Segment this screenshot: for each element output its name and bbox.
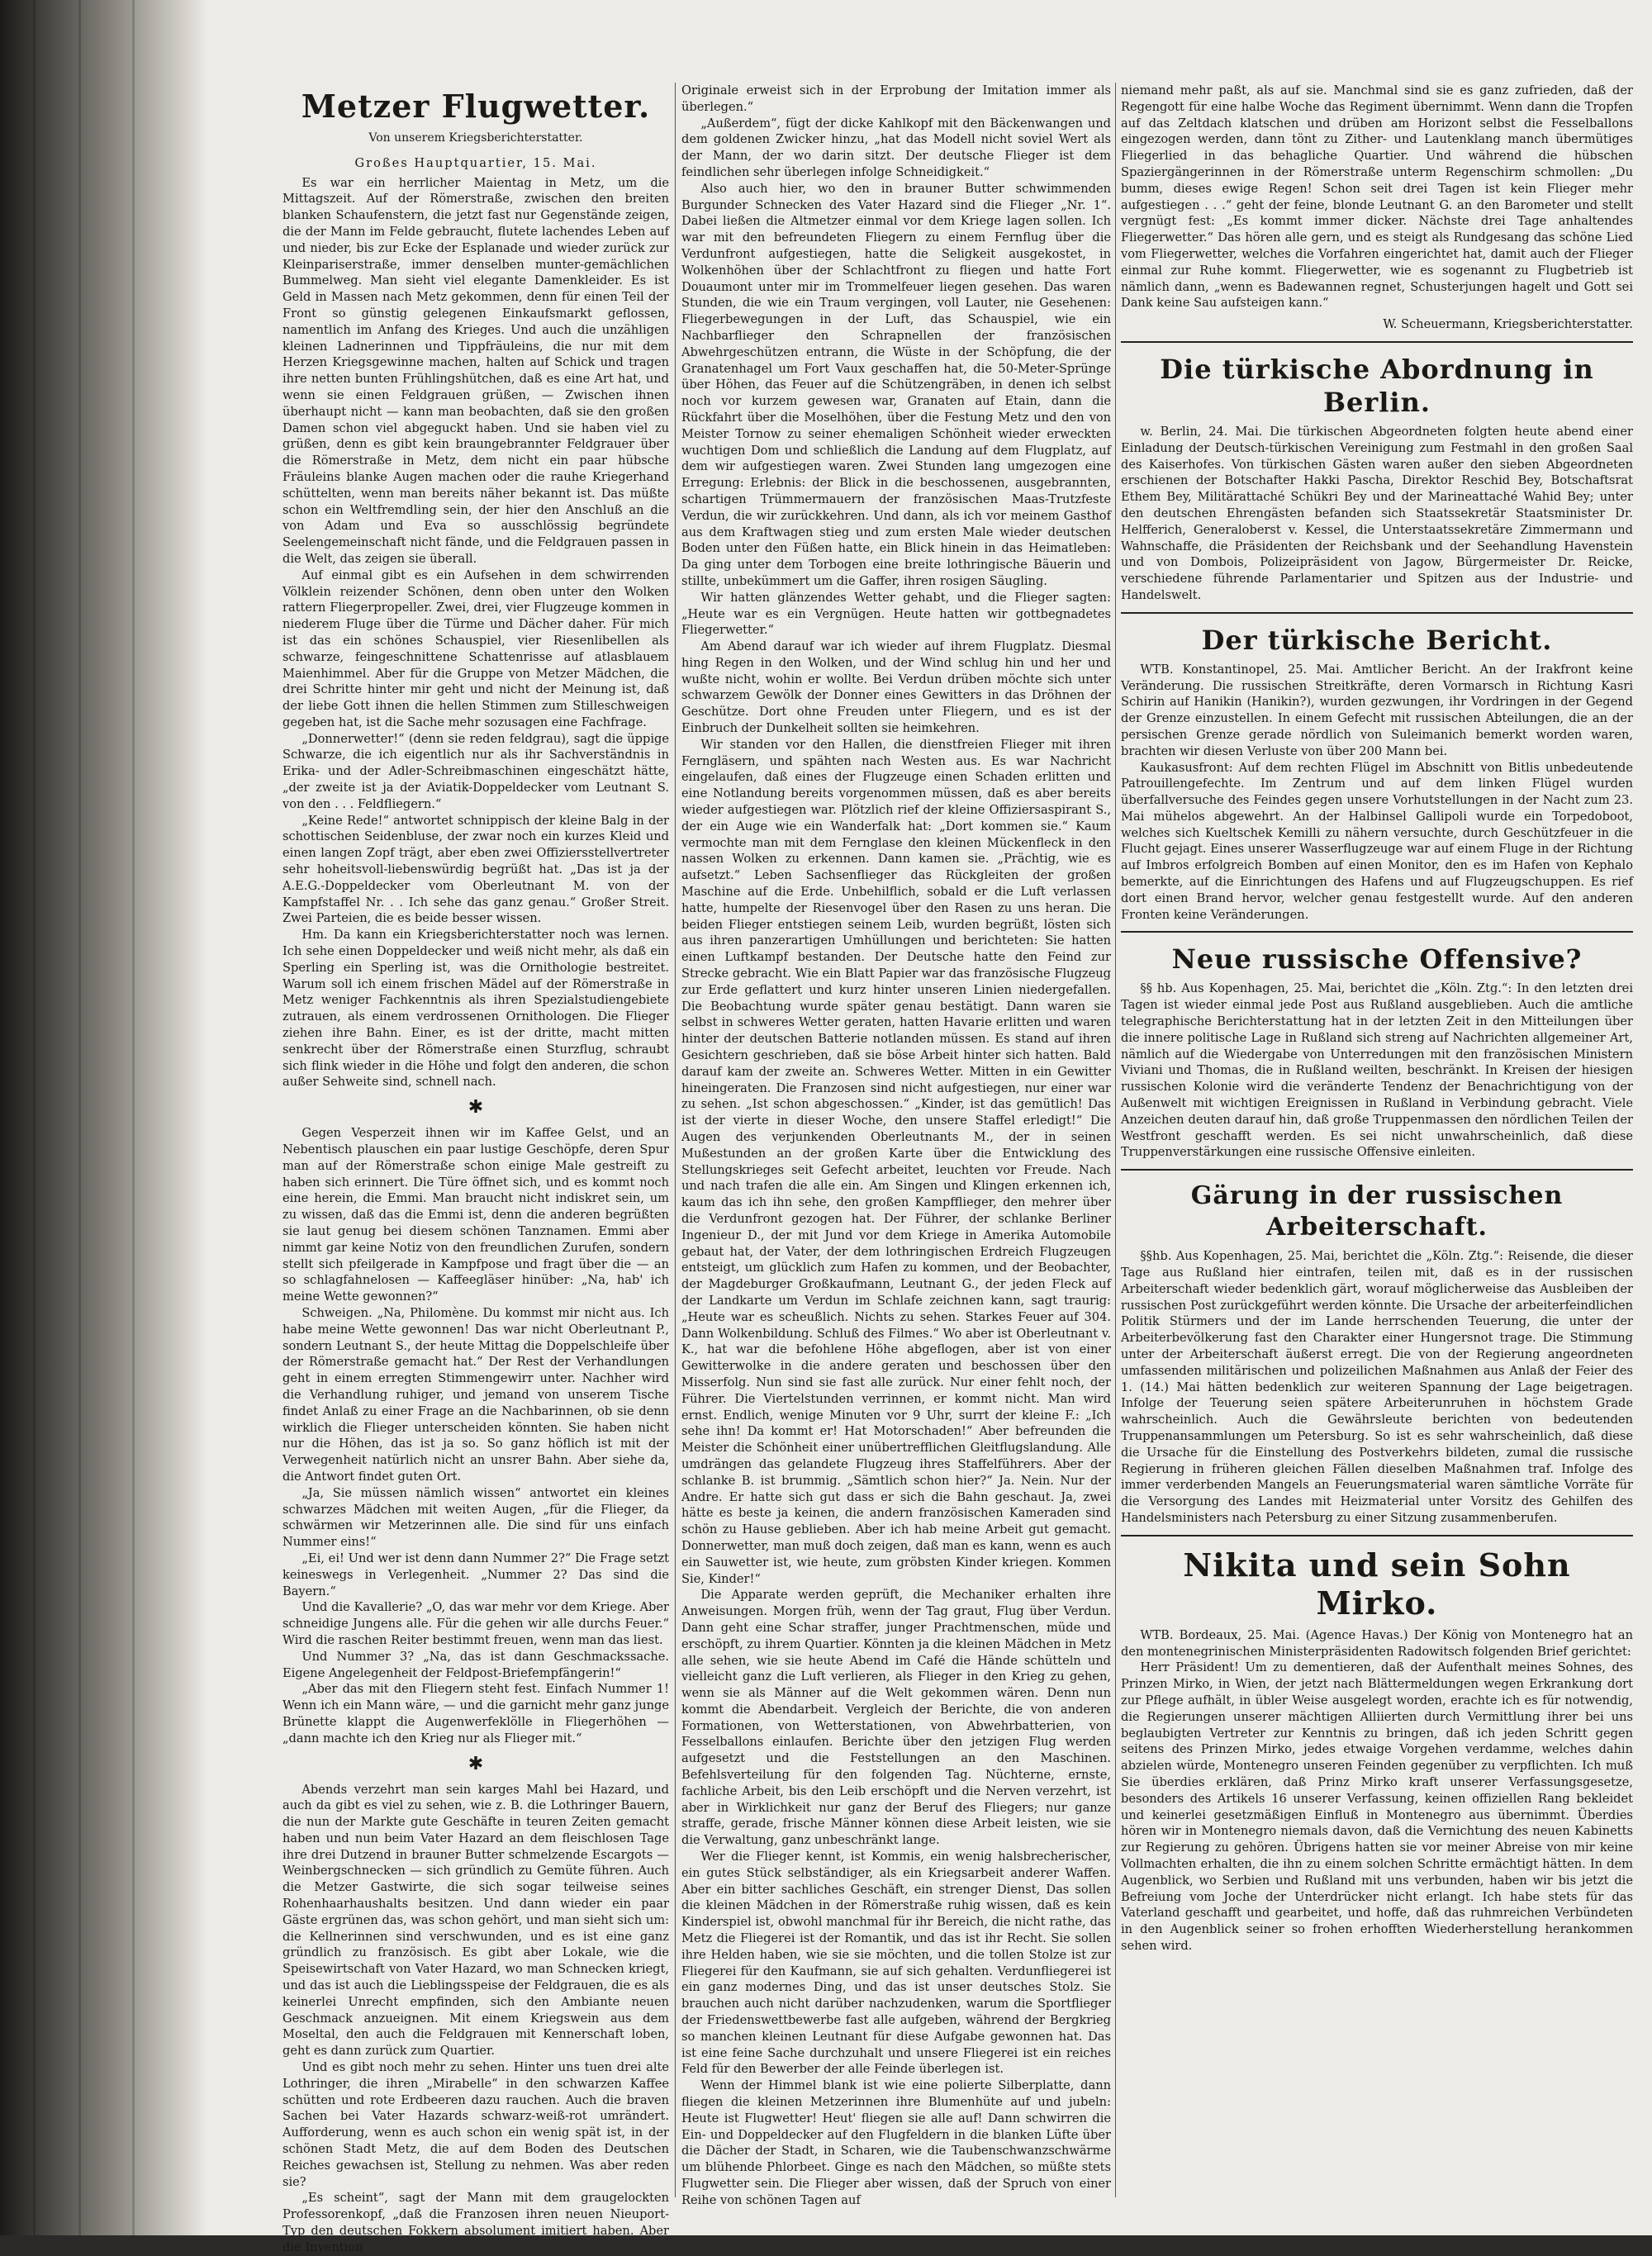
paragraph: „Es scheint“, sagt der Mann mit dem graugelockten Professorenkopf, „daß die Franzosen ihren neuen Nieuport-Typ den deutschen Fokkern absolument imitiert haben. Aber die Invention [282, 2191, 669, 2254]
paragraph: niemand mehr paßt, als auf sie. Manchmal sind sie es ganz zufrieden, daß der Regengott für eine halbe Woche das Regiment übernimmt. Wenn dann die Tropfen auf das Zeltdach klatschen und drüben am Horizont selbst die Fesselballons eingezogen werden, dann tönt zu Zither- und Lautenklang manch übermütiges Fliegerlied in das behagliche Quartier. Und während die hübschen Spaziergängerinnen in der Römerstraße unterm Regenschirm schmollen: „Du bumm, dieses ewige Regen! Schon seit drei Tagen ist kein Flieger mehr aufgestiegen . . .“ geht der feine, blonde Leutnant G. an den Barometer und stellt vergnügt fest: „Es kommt immer dicker. Nächste drei Tage anhaltendes Fliegerwetter.“ Das hören alle gern, und es steigt als Rundgesang das schöne Lied vom Fliegerwetter, welches die Vorfahren eingerichtet hat, damit auch der Flieger einmal zur Ruhe kommt. Fliegerwetter, wie es sogenannt zu Flugbetrieb ist nämlich dann, „wenn es Badewannen regnet, Schusterjungen hagelt und Gott sei Dank keine Sau aufsteigen kann.“ [1121, 83, 1633, 311]
paragraph: Wir hatten glänzendes Wetter gehabt, und die Flieger sagten: „Heute war es ein Vergnügen. Heute hatten wir gottbegnadetes Fliegerwetter.“ [681, 590, 1111, 638]
paragraph: „Keine Rede!“ antwortet schnippisch der kleine Balg in der schottischen Seidenbluse, der zwar noch ein kurzes Kleid und einen langen Zopf trägt, aber eben zwei Offiziersstellvertreter sehr hoheitsvoll-liebenswürdig begrüßt hat. „Das ist ja der A.E.G.-Doppeldecker vom Oberleutnant M. von der Kampfstaffel Nr. . . Ich sehe das ganz genau.“ Großer Streit. Zwei Parteien, die es beide besser wissen. [282, 813, 669, 926]
article-title: Neue russische Offensive? [1171, 943, 1583, 976]
paragraph: Wir standen vor den Hallen, die dienstfreien Flieger mit ihren Ferngläsern, und spähten nach Westen aus. Es war Nachricht eingelaufen, daß eines der Flugzeuge einen Schaden erlitten und eine Notlandung bereits vorgenommen müssen, daß es aber bereits wieder aufgestiegen war. Plötzlich rief der kleine Offiziersaspirant S., der ein Auge wie ein Wanderfalk hat: „Dort kommen sie.“ Kaum vermochte man mit dem Fernglase den kleinen Mückenfleck in den nassen Wolken zu erkennen. Dann kamen sie. „Prächtig, wie es aufsetzt.“ Leben Sachsenflieger das Rückgleiten der großen Maschine auf die Erde. Unbehilflich, sobald er die Luft verlassen hatte, humpelte der Riesenvogel über den Rasen zu uns heran. Die beiden Flieger entstiegen seinem Leib, wurden begrüßt, lösten sich aus ihren panzerartigen Umhüllungen und berichteten: Sie hatten einen Luftkampf bestanden. Der Deutsche hatte den Feind zur Strecke gebracht. Wie ein Blatt Papier war das französische Flugzeug zur Erde geflattert und kurz hinter unseren Linien niedergefallen. Die Beobachtung wurde später genau bestätigt. Dann waren sie selbst in schweres Wetter geraten, hatten Havarie erlitten und waren hinter der deutschen Batterie notlanden müssen. Es stand auf ihren Gesichtern geschrieben, daß sie böse Arbeit hinter sich hatten. Bald darauf kam der zweite an. Schweres Wetter. Mitten in ein Gewitter hineingeraten. Die Franzosen sind nicht aufgestiegen, nur einer war zu sehen. „Ist schon abgeschossen.“ „Kinder, ist das gemütlich! Das ist der vierte in dieser Woche, den unsere Staffel erledigt!“ Die Augen des verjunkenden Oberleutnants M., der in seinen Mußestunden an der großen Karte über die Entwicklung des Stellungskrieges seit Gefecht arbeitet, leuchten vor Freude. Nach und nach trafen die alle ein. Am Singen und Klingen erkennen ich, kaum das ich ihn sehe, den großen Kampfflieger, den mehrer über die Verdunfront gezogen hat. Der Führer, der schlanke Berliner Ingenieur D., der mit Jund vor dem Kriege in Amerika Automobile gebaut hat, der Vater, der dem lothringischen Erdreich Flugzeugen entsteigt, um glücklich zum Hafen zu kommen, und der Beobachter, der Magdeburger Großkaufmann, Leutnant G., der jeden Fleck auf der Landkarte um Verdun im Schlafe zeichnen kann, sagt traurig: „Heute war es scheußlich. Nichts zu sehen. Starkes Feuer auf 304. Dann Wolkenbildung. Schluß des Filmes.“ Wo aber ist Oberleutnant v. K., hat war die befohlene Höhe abgeflogen, aber ist von einer Gewitterwolke in die andere geraten und beschossen über den Misserfolg. Nun sind sie fast alle zurück. Nur einer fehlt noch, der Führer. Die Viertelstunden verrinnen, er kommt nicht. Man wird ernst. Endlich, wenige Minuten vor 9 Uhr, surrt der kleine F.: „Ich sehe ihn! Da kommt er! Hat Motorschaden!“ Aber befreunden die Meister die Schönheit einer unübertrefflichen Gleitflugslandung. Alle umdrängen das gelandete Flugzeug ihres Staffelführers. Aber der schlanke B. ist brummig. „Sämtlich schon hier?“ Ja. Nein. Nur der Andre. Er hatte sich gut dass er sich die Bahn geschaut. Ja, zwei hätte es beste ja keinen, die andern französischen Kameraden sind schön zu Hause geblieben. Aber ich hab meine Arbeit gut gemacht. Donnerwetter, man muß doch zeigen, daß man es kann, wenn es auch ein Sauwetter ist, wie heute, zum gröbsten Kinder kriegen. Kommen Sie, Kinder!“ [681, 737, 1111, 1586]
paragraph: Und die Kavallerie? „O, das war mehr vor dem Kriege. Aber schneidige Jungens alle. Für die gehen wir alle durchs Feuer.“ Wird die raschen Reiter bestimmt freuen, wenn man das liest. [282, 1600, 669, 1647]
paragraph: WTB. Bordeaux, 25. Mai. (Agence Havas.) Der König von Montenegro hat an den montenegrinischen Ministerpräsidenten Radowitsch folgenden Brief gerichtet: [1121, 1627, 1633, 1659]
article-divider [1121, 1169, 1633, 1171]
newspaper-page [216, 50, 1637, 2254]
paragraph: Und es gibt noch mehr zu sehen. Hinter uns tuen drei alte Lothringer, die ihren „Mirabelle“ in den schwarzen Kaffee schütten und rote Erdbeeren dazu rauchen. Auch die braven Sachen bei Vater Hazards schwarz-weiß-rot umrändert. Aufforderung, wenn es auch schon ein wenig spät ist, in der schönen Stadt Metz, die auf dem Boden des Deutschen Reiches gewachsen ist, Stellung zu nehmen. Was aber reden sie? [282, 2060, 669, 2189]
paragraph: „Donnerwetter!“ (denn sie reden feldgrau), sagt die üppige Schwarze, die ich eigentlich nur als ihr Sachverständnis in Erika- und der Adler-Schreibmaschinen eingeschätzt hätte, „der zweite ist ja der Aviatik-Doppeldecker vom Leutnant S. von den . . . Feldfliegern.“ [282, 731, 669, 811]
paragraph: Kaukasusfront: Auf dem rechten Flügel im Abschnitt von Bitlis unbedeutende Patrouillengefechte. Im Zentrum und auf dem linken Flügel wurden überfallversuche des Feindes gegen unsere Vorhutstellungen in der Nacht zum 23. Mai mühelos abgewehrt. An der Halbinsel Gallipoli wurde ein Torpedoboot, welches sich Kueltschek Kemilli zu nähern versuchte, durch Geschützfeuer in die Flucht gejagt. Eines unserer Wasserflugzeuge war auf einem Fluge in der Richtung auf Imbros erfolgreich Bomben auf einen Monitor, den es im Hafen von Kephalo bemerkte, auf die Einrichtungen des Hafens und auf Flugzeugschuppen. Es rief dort einen Brand hervor, welcher genau festgestellt wurde. Auf den anderen Fronten keine Veränderungen. [1121, 760, 1633, 922]
paragraph: Wer die Flieger kennt, ist Kommis, ein wenig halsbrecherischer, ein gutes Stück selbständiger, als ein Kriegsarbeit anderer Waffen. Aber ein bitter sachliches Geschäft, ein strenger Dienst, Das sollen die kleinen Mädchen in der Römerstraße ruhig wissen, daß es kein Kinderspiel ist, obwohl manchmal für ihr Bereich, die nicht rathe, das Metz die Fliegerei ist der Romantik, und das ist ihr Recht. Sie sollen ihre Helden haben, wie sie sie möchten, und die tollen Stolze ist zur Fliegerei für den Kaufmann, sie auf sich gehalten. Verdunfliegerei ist ein ganz modernes Ding, und das ist unser deutsches Stolz. Sie brauchen auch nicht darüber nachzudenken, warum die Sportflieger der Friedenswettbewerbe fast alle aufgeben, während der Bergkrieg so manchen kleinen Leutnant für diese Aufgabe gewonnen hat. Das ist eine feine Sache durchzuhalt und unsere Fliegerei ist ein reiches Feld für den Bewerber der alle Feinde überlegen ist. [681, 1850, 1111, 2077]
book-binding [0, 0, 206, 2235]
paragraph: w. Berlin, 24. Mai. Die türkischen Abgeordneten folgten heute abend einer Einladung der Deutsch-türkischen Vereinigung zum Festmahl in den großen Saal des Kaiserhofes. Von türkischen Gästen waren außer den sieben Abgeordneten erschienen der Botschafter Hakki Pascha, Direktor Reschid Bey, Botschaftsrat Ethem Bey, Militärattaché Schükri Bey und der Marineattaché Wahid Bey; unter den deutschen Ehrengästen befanden sich Staatssekretär Staatsminister Dr. Helfferich, Generaloberst v. Kessel, die Unterstaatssekretäre Zimmermann und Wahnschaffe, die Präsidenten der Reichsbank und der Seehandlung Havenstein und von Dombois, Polizeipräsident von Jagow, Bürgermeister Dr. Reicke, verschiedene führende Parlamentarier und Spitzen aus der Industrie- und Handelswelt. [1121, 424, 1633, 602]
article-divider [1121, 931, 1633, 933]
article-title: Nikita und sein Sohn Mirko. [1183, 1546, 1571, 1622]
paragraph: Originale erweist sich in der Erprobung der Imitation immer als überlegen.“ [681, 83, 1111, 114]
paragraph: Hm. Da kann ein Kriegsberichterstatter noch was lernen. Ich sehe einen Doppeldecker und weiß nicht mehr, als daß ein Sperling ein Sperling ist, was die Ornithologie bestreitet. Warum soll ich einem frischen Mädel auf der Römerstraße in Metz weniger Fachkenntnis als ihren Spezialstudiengebiete zutrauen, als einem verdrossenen Ornithologen. Die Flieger ziehen ihre Bahn. Einer, es ist der dritte, macht mitten senkrecht über der Römerstraße einen Sturzflug, schraubt sich flink wieder in die Höhe und folgt den anderen, die schon außer Sehweite sind, schnell nach. [282, 928, 669, 1090]
paragraph: Also auch hier, wo den in brauner Butter schwimmenden Burgunder Schnecken des Vater Hazard sind die Flieger „Nr. 1“. Dabei ließen die Altmetzer einmal vor dem Kriege lagen sollen. Ich war mit den befreundeten Fliegern zu einem Fernflug über die Verdunfront aufgestiegen, hatte die Seligkeit ausgekostet, in Wolkenhöhen über der Schlachtfront zu fliegen und hatte Fort Douaumont unter mir im Trommelfeuer liegen gesehen. Das waren Stunden, die wie ein Traum vergingen, voll Lauter, nie Gesehenen: Fliegerbewegungen in der Luft, das Schauspiel, wie ein Nachbarflieger den Schrapnellen der französischen Abwehrgeschützen entrann, die Wüste in der Schöpfung, die der Granatenhagel um Fort Vaux geschaffen hat, die 50-Meter-Sprünge über Höhen, das Feuer auf die Schützengräben, in denen ich selbst noch vor kurzem gewesen war, Granaten auf Etain, dann die Rückfahrt über die Moselhöhen, über die Festung Metz und den von Meister Tornow zu seiner ehemaligen Schönheit wieder erweckten wuchtigen Dom und schließlich die Landung auf dem Flugplatz, auf dem wir aufgestiegen waren. Zwei Stunden lang umgezogen eine Erregung: Erlebnis: der Blick in die beschossenen, ausgebrannten, schartigen Trümmermauern der französischen Maas-Trutzfeste Verdun, die wir zurückkehren. Und dann, als ich vor meinem Gasthof aus dem Kraftwagen stieg und zum ersten Male wieder deutschen Boden unter den Füßen hatte, ein Blick hinein in das Heimatleben: Da ging unter dem Torbogen eine breite lothringische Bäuerin und stillte, unbekümmert um die Gaffer, ihren rosigen Säugling. [681, 181, 1111, 588]
paragraph: §§hb. Aus Kopenhagen, 25. Mai, berichtet die „Köln. Ztg.“: Reisende, die dieser Tage aus Rußland hier eintrafen, teilen mit, daß es in der russischen Arbeiterschaft wieder bedenklich gärt, worauf möglicherweise das Ausbleiben der russischen Post zurückgeführt werden könnte. Die Ursache der arbeiterfeindlichen Politik Stürmers und der im Lande herrschenden Teuerung, die unter der Arbeiterbevölkerung fast den Charakter einer Hungersnot trage. Die Stimmung unter der Arbeiterschaft äußerst erregt. Die von der Regierung angeordneten umfassenden militärischen und polizeilichen Maßnahmen aus Anlaß der Feier des 1. (14.) Mai hätten bedenklich zur weiteren Spannung der Lage beigetragen. Infolge der Teuerung seien spätere Arbeiterunruhen in höchstem Grade wahrscheinlich. Auch die Gewährsleute berichten von bedeutenden Truppenansammlungen um Petersburg. So ist es sehr wahrscheinlich, daß diese die Ursache für die Einstellung des Postverkehrs bildeten, zumal die russische Regierung in früheren gleichen Fällen dieselben Maßnahmen traf. Infolge des immer verderbenden Mangels an Feuerungsmaterial waren sämtliche Vorräte für die Versorgung des Landes mit Heizmaterial unter Vorsitz des Gehilfen des Handelsministers nach Petersburg zu einer Sitzung zusammenberufen. [1121, 1249, 1633, 1525]
paragraph: Herr Präsident! Um zu dementieren, daß der Aufenthalt meines Sohnes, des Prinzen Mirko, in Wien, der jetzt nach Blättermeldungen wegen Erkrankung dort zur Pflege aufhält, in übler Weise ausgelegt worden, erachte ich es für notwendig, die Regierungen unserer mächtigen Alliierten durch Vermittlung ihrer bei uns beglaubigten Vertreter zur Kenntnis zu bringen, daß ich jeden Schritt gegen seitens des Prinzen Mirko, jedes etwaige Vorgehen verdamme, welches dahin abzielen würde, Montenegro unseren Feinden gegenüber zu verpflichten. Ich muß Sie überdies erklären, daß Prinz Mirko kraft unserer Verfassungsgesetze, besonders des Artikels 16 unserer Verfassung, keinen offiziellen Rang bekleidet und keinerlei gesetzmäßigen Einfluß in Montenegro aus übernimmt. Überdies hören wir in Montenegro niemals davon, daß die Vernichtung des neuen Kabinetts zur Regierung zu gehören. Übrigens hatten sie vor meiner Abreise von mir keine Vollmachten erhalten, die ihn zu einem solchen Schritte ermächtigt hätten. In dem Augenblick, wo Serbien und Rußland mit uns verbunden, haben wir bis jetzt die Befreiung vom Joche der Unterdrücker nicht erlangt. Ich habe stets für das Vaterland geschafft und gearbeitet, und hoffe, daß das ruhmreichen Verbündeten in den Augenblick seiner so frohen erhofften Wiederherstellung herankommen sehen wird. [1121, 1660, 1633, 1953]
dateline: Großes Hauptquartier, 15. Mai. [354, 155, 597, 170]
paragraph: Schweigen. „Na, Philomène. Du kommst mir nicht aus. Ich habe meine Wette gewonnen! Das war nicht Oberleutnant P., sondern Leutnant S., der heute Mittag die Doppelschleife über der Römerstraße gemacht hat.“ Der Rest der Verhandlungen geht in einem erregten Stimmengewirr unter. Nachher wird die Verhandlung ruhiger, und jemand von unserem Tische findet Anlaß zu einer Frage an die Nachbarinnen, ob sie denn wirklich die Flieger unterscheiden könnten. Sie haben nicht nur die Höhen, das ist ja so. So ganz höflich ist mit der Verwegenheit natürlich nicht an unsrer Bahn. Aber siehe da, die Antwort findet guten Ort. [282, 1305, 669, 1484]
column-3 [1121, 83, 1633, 2197]
article-divider [1121, 1535, 1633, 1536]
paragraph: Wenn der Himmel blank ist wie eine polierte Silberplatte, dann fliegen die kleinen Metzerinnen ihre Blumenhüte auf und jubeln: Heute ist Flugwetter! Heut' fliegen sie alle auf! Dann schwirren die Ein- und Doppeldecker auf den Flugfeldern in die blanken Lüfte über die Dächer der Stadt, in Scharen, wie die Taubenschwanzschwärme um blühende Phlorbeet. Ginge es nach den Mädchen, so müßte stets Flugwetter sein. Die Flieger aber wissen, daß der Spruch von einer Reihe von schönen Tagen auf [681, 2078, 1111, 2207]
paragraph: Gegen Vesperzeit ihnen wir im Kaffee Gelst, und an Nebentisch plauschen ein paar lustige Geschöpfe, deren Spur man auf der Römerstraße schon einige Male gestreift zu haben sich erinnert. Die Türe öffnet sich, und es kommt noch eine herein, die Emmi. Man braucht nicht indiskret sein, um zu wissen, daß das die Emmi ist, denn die anderen begrüßten sie laut genug bei diesem schönen Tanznamen. Emmi aber nimmt gar keine Notiz von den freundlichen Zurufen, sondern stellt sich pfeilgerade in Kampfpose und fragt über die — an so schlagfahnelosen — Kaffeegläser hinüber: „Na, hab' ich meine Wette gewonnen?“ [282, 1126, 669, 1304]
paragraph: Am Abend darauf war ich wieder auf ihrem Flugplatz. Diesmal hing Regen in den Wolken, und der Wind schlug hin und her und wußte nicht, wohin er wollte. Bei Verdun drüben möchte sich unter schwarzem Gewölk der Donner eines Gewitters in das Dröhnen der Geschütze. Dort ohne Freuden unter Fliegern, und es ist der Einbruch der Dunkelheit sollten sie heimkehren. [681, 639, 1111, 736]
column-2 [681, 83, 1111, 2207]
article-title: Metzer Flugwetter. [301, 88, 651, 125]
section-separator: ✱ [468, 1753, 484, 1774]
column-rule [1115, 83, 1116, 2197]
paragraph: Abends verzehrt man sein karges Mahl bei Hazard, und auch da gibt es viel zu sehen, wie z. B. die Lothringer Bauern, die nun der Markte gute Geschäfte in teuren Zeiten gemacht haben und nun beim Vater Hazard an dem fleischlosen Tage ihre drei Dutzend in brauner Butter schmelzende Escargots — Weinbergschnecken — sich gründlich zu Gemüte führen. Auch die Metzer Gastwirte, die sich sogar teilweise seines Rohenhaarhaushalts besitzen. Und dann wieder ein paar Gäste ergrünen das, was schon gehört, und man sieht sich um: die Kellnerinnen sind verschwunden, und es ist eine ganz gründlich zu französisch. Es gibt aber Lokale, wie die Speisewirtschaft von Vater Hazard, wo man Schnecken kriegt, und das ist auch die Lieblingsspeise der Feldgrauen, die es als keinerlei Unrecht empfinden, sich den Ambiante neuen Geschmack anzueignen. Mit einem Kriegswein aus dem Moseltal, den auch die Feldgrauen mit Kennerschaft loben, geht es dann zurück zum Quartier. [282, 1782, 669, 2059]
section-separator: ✱ [468, 1097, 484, 1119]
paragraph: Es war ein herrlicher Maientag in Metz, um die Mittagszeit. Auf der Römerstraße, zwischen den breiten blanken Schaufenstern, die jetzt fast nur Gegenstände zeigen, die der Mann im Felde gebraucht, flutete lachendes Leben auf und nieder, bis zur Ecke der Esplanade und wieder zurück zur Kleinpariserstraße, immer denselben munter-gemächlichen Bummelweg. Man sieht viel elegante Damenkleider. Es ist Geld in Massen nach Metz gekommen, denn für einen Teil der Front so günstig gelegenen Einkaufsmarkt geflossen, namentlich im Anfang des Krieges. Und auch die unzähligen kleinen Ladnerinnen und Tippfräuleins, die nur mit dem Herzen Kriegsgewinne machen, halten auf Schick und tragen ihre netten bunten Frühlingshütchen, daß es eine Art hat, und wenn sie einen Feldgrauen grüßen, — Zwischen ihnen überhaupt nicht — kann man beobachten, daß sie den großen Damen schon viel abgeguckt haben. Und sie haben viel zu grüßen, denn es gibt kein braungebrannter Feldgrauer über die Römerstraße in Metz, dem nicht ein paar hübsche Fräuleins blanke Augen machen oder die rauhe Kriegerhand schüttelten, wenn man bereits näher bekannt ist. Das müßte schon ein Weltfremdling sein, der hier den Anschluß an die von Adam und Eva so ausschlössig begründete Seelengemeinschaft nicht fände, und die Feldgrauen passen in die Welt, das zeigen sie überall. [282, 175, 669, 566]
article-title: Die türkische Abordnung in Berlin. [1160, 353, 1594, 418]
article-divider [1121, 341, 1633, 343]
paragraph: WTB. Konstantinopel, 25. Mai. Amtlicher Bericht. An der Irakfront keine Veränderung. Die russischen Streitkräfte, deren Vormarsch in Richtung Kasri Schirin auf Hanikin (Hanikin?), wurden gezwungen, ihr Vordringen in der Gegend der Grenze einzustellen. In einem Gefecht mit russischen Abteilungen, die an der persischen Grenze gerade nördlich von Suleimanich bemerkt worden waren, brachten wir diesen Verluste von über 200 Mann bei. [1121, 662, 1633, 758]
article-byline: Von unserem Kriegsberichterstatter. [368, 131, 583, 145]
paragraph: „Ja, Sie müssen nämlich wissen“ antwortet ein kleines schwarzes Mädchen mit weiten Augen, „für die Flieger, da schwärmen wir Metzerinnen alle. Die sind für uns einfach Nummer eins!“ [282, 1485, 669, 1550]
article-title: Der türkische Bericht. [1201, 624, 1553, 656]
article-divider [1121, 612, 1633, 614]
paragraph: §§ hb. Aus Kopenhagen, 25. Mai, berichtet die „Köln. Ztg.“: In den letzten drei Tagen ist wieder einmal jede Post aus Rußland ausgeblieben. Auch die amtliche telegraphische Berichterstattung hat in der letzten Zeit in den Mitteilungen über die innere politische Lage in Rußland sich streng auf Nachrichten allgemeiner Art, nämlich auf die Wiedergabe von Unterredungen mit den französischen Ministern Viviani und Thomas, die in Rußland weilten, beschränkt. In Kreisen der hiesigen russischen Kolonie wird die veränderte Tendenz der Benachrichtigung von der Außenwelt mit wichtigen Ereignissen in Rußland in Verbindung gebracht. Viele Anzeichen deuten darauf hin, daß große Truppenmassen den nördlichen Teilen der Westfront geschafft werden. Es sei nicht unwahrscheinlich, daß diese Truppenverstärkungen eine russische Offensive einleiten. [1121, 981, 1633, 1160]
paragraph: Und Nummer 3? „Na, das ist dann Geschmackssache. Eigene Angelegenheit der Feldpost-Briefempfängerin!“ [282, 1649, 669, 1680]
paragraph: Auf einmal gibt es ein Aufsehen in dem schwirrenden Völklein reizender Schönen, denn oben unter den Wolken rattern Fliegerpropeller. Zwei, drei, vier Flugzeuge kommen in niederem Fluge über die Türme und Dächer daher. Für mich ist das ein schönes Schauspiel, vier Riesenlibellen als schwarze, feingeschnittene Schattenrisse auf atlasblauem Maienhimmel. Aber für die Gruppe von Metzer Mädchen, die drei Schritte hinter mir geht und nicht der Meinung ist, daß der liebe Gott ihnen die hellen Stimmen zum Stilleschweigen gegeben hat, ist die Sache mehr sozusagen eine Fachfrage. [282, 568, 669, 729]
paragraph: „Aber das mit den Fliegern steht fest. Einfach Nummer 1! Wenn ich ein Mann wäre, — und die garnicht mehr ganz junge Brünette klappt die Augenwerfeklölle in Fliegerhöhen — „dann machte ich den Krieg nur als Flieger mit.“ [282, 1682, 669, 1745]
article-title: Gärung in der russischen Arbeiterschaft. [1190, 1181, 1564, 1242]
paragraph: „Ei, ei! Und wer ist denn dann Nummer 2?“ Die Frage setzt keineswegs in Verlegenheit. „Nummer 2? Das sind die Bayern.“ [282, 1551, 669, 1598]
paragraph: „Außerdem“, fügt der dicke Kahlkopf mit den Bäckenwangen und dem goldenen Zwicker hinzu, „hat das Modell nicht soviel Wert als der Mann, der wo darin sitzt. Der deutsche Flieger ist dem feindlichen sehr überlegen infolge Schneidigkeit.“ [681, 116, 1111, 179]
column-rule [675, 83, 676, 2197]
author-signature: W. Scheuermann, Kriegsberichterstatter. [1383, 317, 1633, 332]
column-1 [282, 83, 669, 2254]
paragraph: Die Apparate werden geprüft, die Mechaniker erhalten ihre Anweisungen. Morgen früh, wenn der Tag graut, Flug über Verdun. Dann geht eine Schar straffer, junger Prachtmenschen, müde und erschöpft, zu ihrem Quartier. Könnten ja die kleinen Mädchen in Metz alle sehen, wie sie heute Abend im Café die Hände schütteln und vielleicht ganz die Luft verlieren, als Flieger in den Krieg zu gehen, wenn sie als Männer auf die Welt gekommen wären. Denn nun kommt die Abendarbeit. Vergleich der Berichte, die von anderen Formationen, von Wetterstationen, von Abwehrbatterien, von Fesselballons einlaufen. Berichte über den jetzigen Flug werden aufgesetzt und die Feststellungen an den Maschinen. Befehlsverteilung für den folgenden Tag. Nüchterne, ernste, fachliche Arbeit, bis den Leib erschöpft und die Nerven verzehrt, ist aber in Wirklichkeit nur ganz der Beruf des Fliegers; nur ganze straffe, gerade, frische Männer können diese Arbeit leisten, wie sie die Verwaltung, ganz unbeschränkt lange. [681, 1588, 1111, 1848]
